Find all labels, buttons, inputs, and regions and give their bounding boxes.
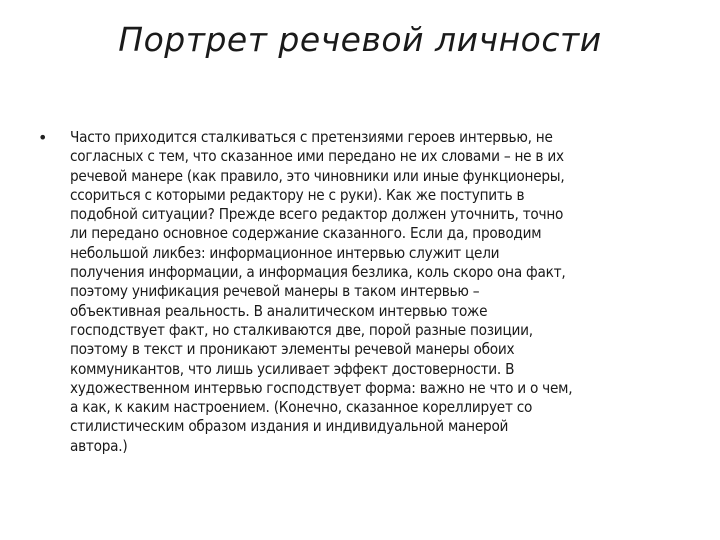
slide-title: Портрет речевой личности: [118, 20, 602, 59]
bullet-marker: •: [38, 128, 48, 147]
bullet-text: Часто приходится сталкиваться с претензиями героев интервью, не согласных с тем, что сказанное ими передано не их словами – не в их речевой манере (как правило, это чиновники или иные функционеры, ссориться с которыми редактору не с руки). Как же поступить в подобной ситуации? Прежде всего редактор должен уточнить, точно ли передано основное содержание сказанного. Если да, проводим небольшой ликбез: информационное интервью служит цели получения информации, а информация безлика, коль скоро она факт, поэтому унификация речевой манеры в таком интервью – объективная реальность. В аналитическом интервью тоже господствует факт, но сталкиваются две, порой разные позиции, поэтому в текст и проникают элементы речевой манеры обоих коммуникантов, что лишь усиливает эффект достоверности. В художественном интервью господствует форма: важно не что и о чем, а как, к каким настроением. (Конечно, сказанное кореллирует со стилистическим образом издания и индивидуальной манерой автора.): [70, 128, 573, 455]
